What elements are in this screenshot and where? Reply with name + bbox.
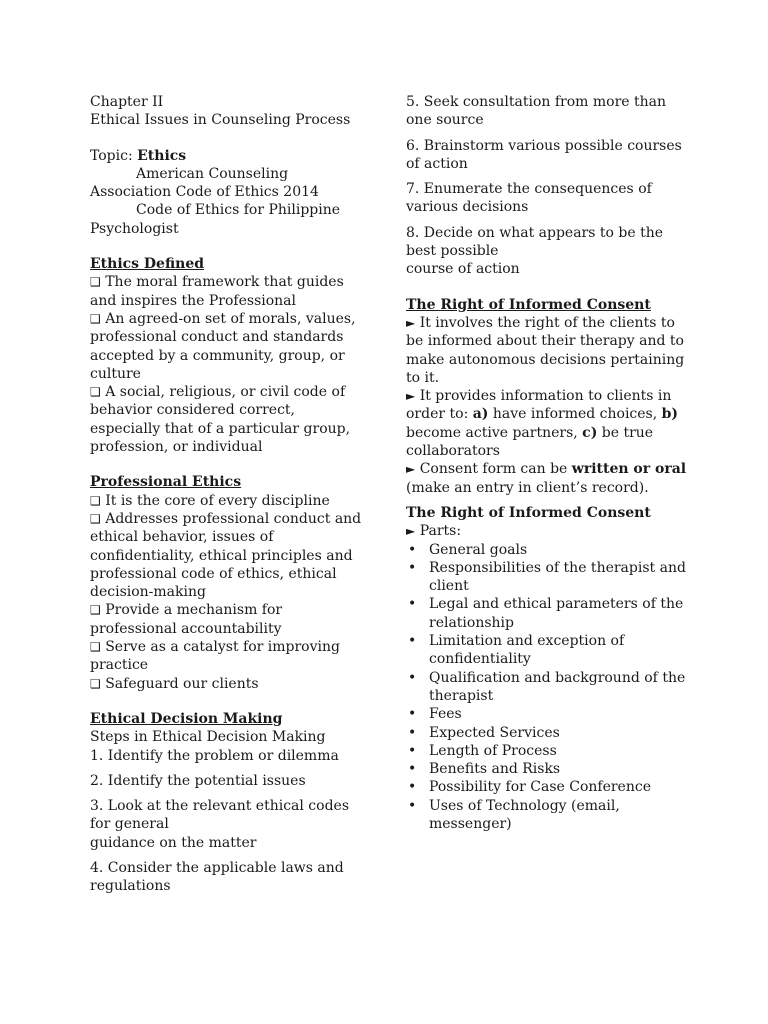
list-item: • Limitation and exception of confidentiality (408, 633, 625, 668)
checkbox-bullet-icon: ❑ (90, 385, 101, 400)
topic-label: Topic: (90, 147, 138, 164)
checkbox-bullet-icon: ❑ (90, 676, 101, 691)
left-column (90, 93, 368, 896)
decision-step: 8. Decide on what appears to be the best possible (406, 224, 664, 260)
professional-ethics-item: ❑ Addresses professional conduct and ethical behavior, issues of confidentiality, ethical principles and professional code of ethics, ethical decision-making (90, 510, 362, 601)
bullet-icon: • (408, 669, 417, 686)
professional-ethics-item: ❑ Serve as a catalyst for improving practice (90, 639, 340, 674)
list-item: • General goals (408, 541, 528, 558)
informed-consent-parts-heading: The Right of Informed Consent (406, 504, 651, 521)
decision-step-continuation: guidance on the matter (90, 834, 257, 851)
informed-consent-point: ► It provides information to clients in order to: a) have informed choices, b) become active partners, c) be true collaborators (406, 388, 679, 460)
reference-2-line-1: Code of Ethics for Philippine (136, 202, 341, 219)
bullet-icon: • (408, 706, 417, 723)
decision-step: 6. Brainstorm various possible courses of action (406, 137, 682, 172)
list-item: • Possibility for Case Conference (408, 779, 651, 796)
list-item: • Length of Process (408, 742, 557, 759)
reference-2-line-2: Psychologist (90, 220, 179, 237)
arrow-bullet-icon: ► (406, 315, 416, 330)
parts-label-line: ► Parts: (406, 523, 462, 540)
ethics-defined-item: ❑ A social, religious, or civil code of behavior considered correct, especially that of a particular group, profession, or individual (90, 384, 351, 456)
bullet-icon: • (408, 797, 417, 814)
decision-step: 7. Enumerate the consequences of various decisions (406, 181, 652, 216)
list-item: • Fees (408, 706, 462, 723)
arrow-bullet-icon: ► (406, 462, 416, 477)
professional-ethics-heading: Professional Ethics (90, 474, 242, 491)
list-item: • Responsibilities of the therapist and client (408, 559, 686, 595)
informed-consent-point: ► It involves the right of the clients to be informed about their therapy and to make autonomous decisions pertaining to it. (406, 314, 685, 386)
bullet-icon: • (408, 541, 417, 558)
bullet-icon: • (408, 742, 417, 759)
informed-consent-heading: The Right of Informed Consent (406, 296, 651, 313)
professional-ethics-item: ❑ Provide a mechanism for professional accountability (90, 602, 283, 637)
chapter-label: Chapter II (90, 94, 164, 110)
topic-line (90, 147, 368, 165)
checkbox-bullet-icon: ❑ (90, 493, 101, 508)
checkbox-bullet-icon: ❑ (90, 311, 101, 326)
decision-step-continuation: course of action (406, 261, 520, 278)
list-item: • Benefits and Risks (408, 761, 561, 778)
professional-ethics-item: ❑ Safeguard our clients (90, 675, 259, 692)
decision-step: 5. Seek consultation from more than one source (406, 94, 667, 129)
decision-step: 4. Consider the applicable laws and regulations (90, 859, 344, 895)
decision-step: 3. Look at the relevant ethical codes for general (90, 798, 350, 833)
decision-step: 2. Identify the potential issues (90, 772, 306, 789)
reference-1-line-1: American Counseling (136, 165, 289, 182)
ethics-defined-heading: Ethics Defined (90, 256, 205, 273)
decision-making-subtitle: Steps in Ethical Decision Making (90, 729, 326, 746)
bullet-icon: • (408, 779, 417, 796)
bullet-icon: • (408, 724, 417, 741)
list-item: • Uses of Technology (email, messenger) (408, 797, 620, 832)
decision-making-heading: Ethical Decision Making (90, 710, 283, 727)
informed-consent-point: ► Consent form can be written or oral (make an entry in client’s record). (406, 461, 687, 496)
professional-ethics-item: ❑ It is the core of every discipline (90, 492, 330, 509)
ethics-defined-item: ❑ The moral framework that guides and inspires the Professional (90, 274, 344, 309)
right-column (406, 93, 688, 833)
list-item: • Expected Services (408, 724, 560, 741)
bullet-icon: • (408, 596, 417, 613)
bullet-icon: • (408, 559, 417, 576)
reference-1-line-2: Association Code of Ethics 2014 (90, 184, 319, 201)
bullet-icon: • (408, 761, 417, 778)
decision-step: 1. Identify the problem or dilemma (90, 747, 339, 764)
checkbox-bullet-icon: ❑ (90, 511, 101, 526)
arrow-bullet-icon: ► (406, 389, 416, 404)
checkbox-bullet-icon: ❑ (90, 603, 101, 618)
topic-value: Ethics (137, 147, 187, 164)
list-item: • Qualification and background of the therapist (408, 669, 686, 704)
checkbox-bullet-icon: ❑ (90, 275, 101, 290)
checkbox-bullet-icon: ❑ (90, 640, 101, 655)
list-item: • Legal and ethical parameters of the relationship (408, 596, 684, 631)
bullet-icon: • (408, 633, 417, 650)
ethics-defined-item: ❑ An agreed-on set of morals, values, professional conduct and standards accepted by a community, group, or culture (90, 310, 356, 382)
parts-list (406, 541, 688, 834)
arrow-bullet-icon: ► (406, 524, 416, 539)
chapter-title: Ethical Issues in Counseling Process (90, 112, 351, 129)
